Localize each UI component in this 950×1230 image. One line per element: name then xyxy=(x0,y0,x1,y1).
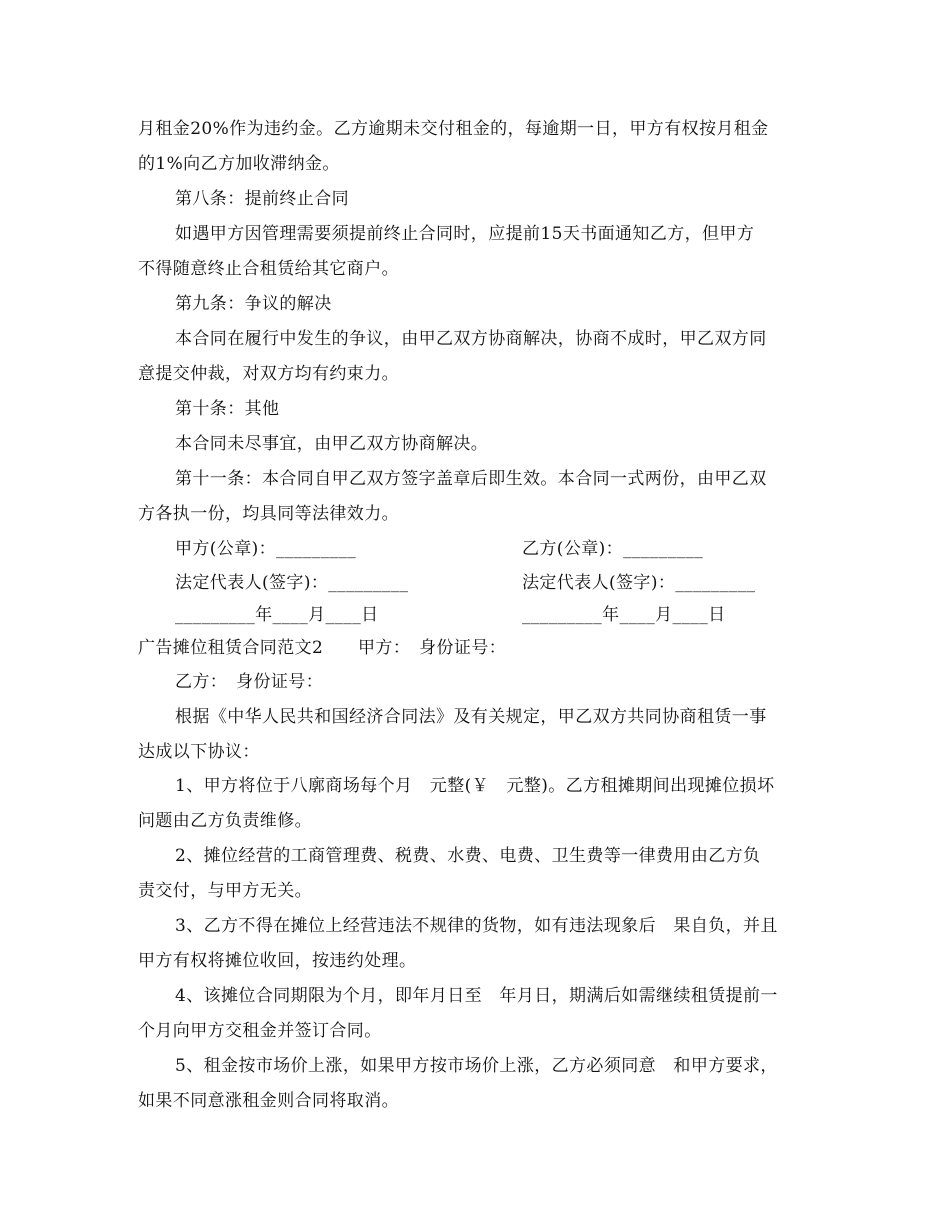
paragraph-line: 的1%向乙方加收滞纳金。 xyxy=(138,154,340,174)
paragraph-line: 本合同在履行中发生的争议，由甲乙双方协商解决，协商不成时，甲乙双方同 xyxy=(175,329,767,349)
party-b-representative: 法定代表人(签字)：_________ xyxy=(522,573,756,593)
party-a-date: _________年____月____日 xyxy=(175,605,379,625)
paragraph-line: 月租金20%作为违约金。乙方逾期未交付租金的，每逾期一日，甲方有权按月租金 xyxy=(138,119,769,139)
paragraph-line: 个月向甲方交租金并签订合同。 xyxy=(138,1021,382,1041)
paragraph-line: 问题由乙方负责维修。 xyxy=(138,811,312,831)
paragraph-line: 如遇甲方因管理需要须提前终止合同时，应提前15天书面通知乙方，但甲方 xyxy=(175,224,755,244)
paragraph-line: 不得随意终止合租赁给其它商户。 xyxy=(138,259,399,279)
article-11-line: 第十一条：本合同自甲乙双方签字盖章后即生效。本合同一式两份，由甲乙双 xyxy=(175,469,767,489)
party-a-seal: 甲方(公章)：_________ xyxy=(175,539,357,559)
party-b-line: 乙方： 身份证号： xyxy=(175,672,324,692)
clause-4-line: 4、该摊位合同期限为个月，即年月日至 年月日，期满后如需继续租赁提前一 xyxy=(175,986,778,1006)
clause-2-line: 2、摊位经营的工商管理费、税费、水费、电费、卫生费等一律费用由乙方负 xyxy=(175,846,761,866)
clause-5-line: 5、租金按市场价上涨，如果甲方按市场价上涨，乙方必须同意 和甲方要求， xyxy=(175,1056,778,1076)
paragraph-line: 方各执一份，均具同等法律效力。 xyxy=(138,504,399,524)
paragraph-line: 如果不同意涨租金则合同将取消。 xyxy=(138,1091,399,1111)
paragraph-line: 本合同未尽事宜，由甲乙双方协商解决。 xyxy=(175,434,489,454)
paragraph-line: 甲方有权将摊位收回，按违约处理。 xyxy=(138,951,417,971)
article-10-heading: 第十条：其他 xyxy=(175,399,280,419)
article-8-heading: 第八条：提前终止合同 xyxy=(175,189,349,209)
party-b-date: _________年____月____日 xyxy=(522,605,726,625)
paragraph-line: 根据《中华人民共和国经济合同法》及有关规定，甲乙双方共同协商租赁一事 xyxy=(175,707,767,727)
contract-2-title: 广告摊位租赁合同范文2 甲方： 身份证号： xyxy=(138,638,507,658)
party-b-seal: 乙方(公章)：_________ xyxy=(522,539,704,559)
clause-3-line: 3、乙方不得在摊位上经营违法不规律的货物，如有违法现象后 果自负，并且 xyxy=(175,916,778,936)
clause-1-line: 1、甲方将位于八廓商场每个月 元整(￥ 元整)。乙方租摊期间出现摊位损坏 xyxy=(175,776,775,796)
party-a-representative: 法定代表人(签字)：_________ xyxy=(175,573,409,593)
paragraph-line: 责交付，与甲方无关。 xyxy=(138,881,312,901)
paragraph-line: 意提交仲裁，对双方均有约束力。 xyxy=(138,364,399,384)
paragraph-line: 达成以下协议： xyxy=(138,742,260,762)
article-9-heading: 第九条：争议的解决 xyxy=(175,294,332,314)
